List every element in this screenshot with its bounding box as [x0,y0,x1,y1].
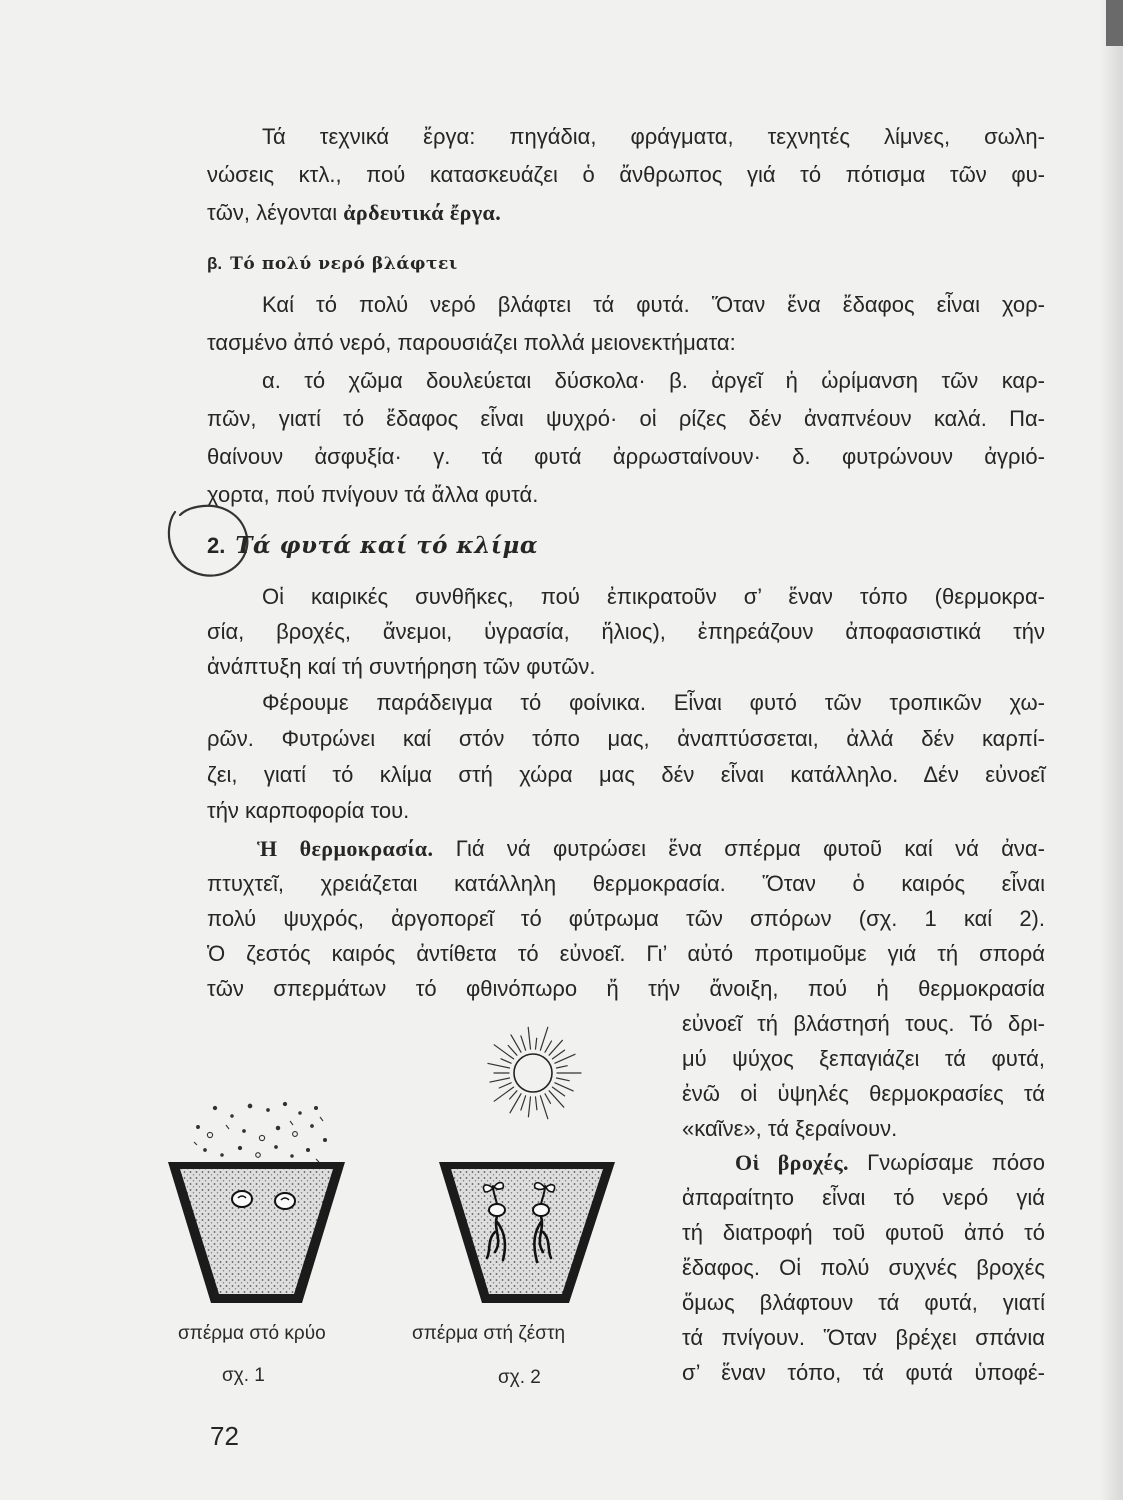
weather-paragraph [207,579,1045,684]
paragraph-line: τασμένο ἀπό νερό, παρουσιάζει πολλά μειονεκτήματα: [207,330,736,355]
paragraph-line: σία, βροχές, ἄνεμοι, ὑγρασία, ἥλιος), ἐπηρεάζουν ἀποφασιστικά τήν [207,619,1045,644]
irrigation-paragraph [207,118,1045,232]
paragraph-line: χορτα, πού πνίγουν τά ἄλλα φυτά. [207,482,539,507]
sun-ray [508,1046,517,1056]
paragraph-line [207,194,1045,232]
sun-rays [488,1027,581,1118]
bold-term: ἀρδευτικά ἔργα. [343,200,502,225]
sun-ray [521,1096,526,1110]
subsection-title: Τό πολύ νερό βλάφτει [230,254,458,274]
seed [232,1191,252,1207]
palm-paragraph [207,685,1045,829]
paragraph-line: ἀπαραίτητο εἶναι τό νερό γιά [682,1185,1045,1210]
sun-ray [552,1087,564,1096]
paragraph-line: εὐνοεῖ τή βλάστησή τους. Τό δρι- [682,1011,1045,1036]
sun-ray [557,1066,568,1068]
line-text: Γιά νά φυτρώσει ἕνα σπέρμα φυτοῦ καί νά ἀνα- [455,836,1045,861]
sun-ray [488,1063,510,1068]
subsection-label: β. [207,254,223,273]
sun-ray [501,1059,511,1063]
sun-ray [494,1087,513,1101]
paragraph-line [257,831,1045,866]
paragraph-line: μύ ψύχος ξεπαγιάζει τά φυτά, [682,1046,1045,1071]
paragraph-line: τήν καρποφορία του. [207,798,410,823]
bold-term: Ἡ θερμοκρασία. [257,836,434,861]
scan-edge-corner [1106,0,1123,46]
paragraph-line: ἀνάπτυξη καί τή συντήρηση τῶν φυτῶν. [207,654,596,679]
sun-ray [540,1027,547,1050]
paragraph-line: ἐνῶ οἱ ὑψηλές θερμοκρασίες τά [682,1081,1045,1106]
paragraph-line: ἔδαφος. Οἱ πολύ συχνές βροχές [682,1255,1045,1280]
sun-ray [545,1094,551,1104]
paragraph-line: Οἱ καιρικές συνθῆκες, πού ἐπικρατοῦν σ’ ἕναν τόπο (θερμοκρα- [262,584,1045,609]
paragraph-line: πῶν, γιατί τό ἔδαφος εἶναι ψυχρό· οἱ ρίζες δέν ἀναπνέουν καλά. Πα- [207,406,1045,431]
sun-ray [521,1036,526,1050]
line-text: τῶν, λέγονται [207,200,338,225]
paragraph-line: ρῶν. Φυτρώνει καί στόν τόπο μας, ἀναπτύσσεται, ἀλλά δέν καρπί- [207,726,1045,751]
paragraph-line: Φέρουμε παράδειγμα τό φοίνικα. Εἶναι φυτό τῶν τροπικῶν χω- [262,690,1045,715]
sun-ray [536,1038,537,1049]
paragraph-line: ὅμως βλάφτουν τά φυτά, γιατί [682,1290,1045,1315]
bold-term: Οἱ βροχές. [735,1150,849,1175]
page-number: 72 [210,1421,239,1451]
scan-edge-shadow [1099,0,1123,1500]
paragraph-line: Καί τό πολύ νερό βλάφτει τά φυτά. Ὅταν ἕνα ἔδαφος εἶναι χορ- [262,292,1045,317]
sun-illustration [478,1018,588,1128]
drawbacks-paragraph [207,362,1045,514]
figure-2-label: σχ. 2 [498,1367,541,1388]
paragraph-line: πολύ ψυχρός, ἀργοπορεῖ τό φύτρωμα τῶν σπόρων (σχ. 1 καί 2). [207,906,1045,931]
pot-cold-illustration [165,1152,350,1307]
section-number: 2. [207,533,226,558]
sun-ray [545,1041,552,1052]
too-much-water-paragraph [207,286,1045,362]
section-heading [207,529,538,563]
figure-1-caption: σπέρμα στό κρύο [178,1323,326,1344]
sun-ray [490,1078,510,1082]
sun-ray [555,1083,573,1091]
line-text: Γνωρίσαμε πόσο [867,1150,1045,1175]
paragraph-line [735,1145,1045,1180]
paragraph-line: σ’ ἕναν τόπο, τά φυτά ὑποφέ- [682,1360,1045,1385]
paragraph-line: Τά τεχνικά ἔργα: πηγάδια, φράγματα, τεχνητές λίμνες, σωλη- [262,124,1045,149]
sun-ray [510,1091,517,1099]
sun-ray [536,1097,537,1110]
paragraph-line: νώσεις κτλ., πού κατασκευάζει ὁ ἄνθρωπος γιά τό πότισμα τῶν φυ- [207,162,1045,187]
sun-ray [552,1050,564,1059]
paragraph-line: α. τό χῶμα δουλεύεται δύσκολα· β. ἀργεῖ ἡ ὡρίμανση τῶν καρ- [262,368,1045,393]
paragraph-line: θαίνουν ἀσφυξία· γ. τά φυτά ἀρρωσταίνουν· δ. φυτρώνουν ἀγριό- [207,444,1045,469]
paragraph-line: Ὁ ζεστός καιρός ἀντίθετα τό εὐνοεῖ. Γι’ αὐτό προτιμοῦμε γιά τή σπορά [207,941,1045,966]
figure-2-caption: σπέρμα στή ζέστη [412,1323,566,1344]
pot-warm-illustration [435,1152,620,1307]
subsection-heading [207,251,458,277]
sun-ray [528,1027,530,1049]
paragraph-line: τή διατροφή τοῦ φυτοῦ ἀπό τό [682,1220,1045,1245]
sun-ray [540,1096,547,1119]
sun-disc [514,1054,552,1092]
figure-1-label: σχ. 1 [222,1365,265,1386]
paragraph-line: τά πνίγουν. Ὅταν βρέχει σπάνια [682,1325,1045,1350]
sun-ray [528,1097,530,1117]
paragraph-line: ζει, γιατί τό κλίμα στή χώρα μας δέν εἶναι κατάλληλο. Δέν εὐνοεῖ [207,762,1045,787]
sun-ray [499,1083,511,1088]
sun-ray [557,1078,570,1081]
paragraph-line: «καῖνε», τά ξεραίνουν. [682,1116,898,1141]
paragraph-line: πτυχτεῖ, χρειάζεται κατάλληλη θερμοκρασία. Ὅταν ὁ καιρός εἶναι [207,871,1045,896]
seed [275,1193,295,1209]
section-title: Τά φυτά καί τό κλίμα [235,532,539,559]
sun-ray [494,1045,513,1059]
paragraph-line: τῶν σπερμάτων τό φθινόπωρο ἤ τήν ἄνοιξη, πού ἡ θερμοκρασία [207,976,1045,1001]
